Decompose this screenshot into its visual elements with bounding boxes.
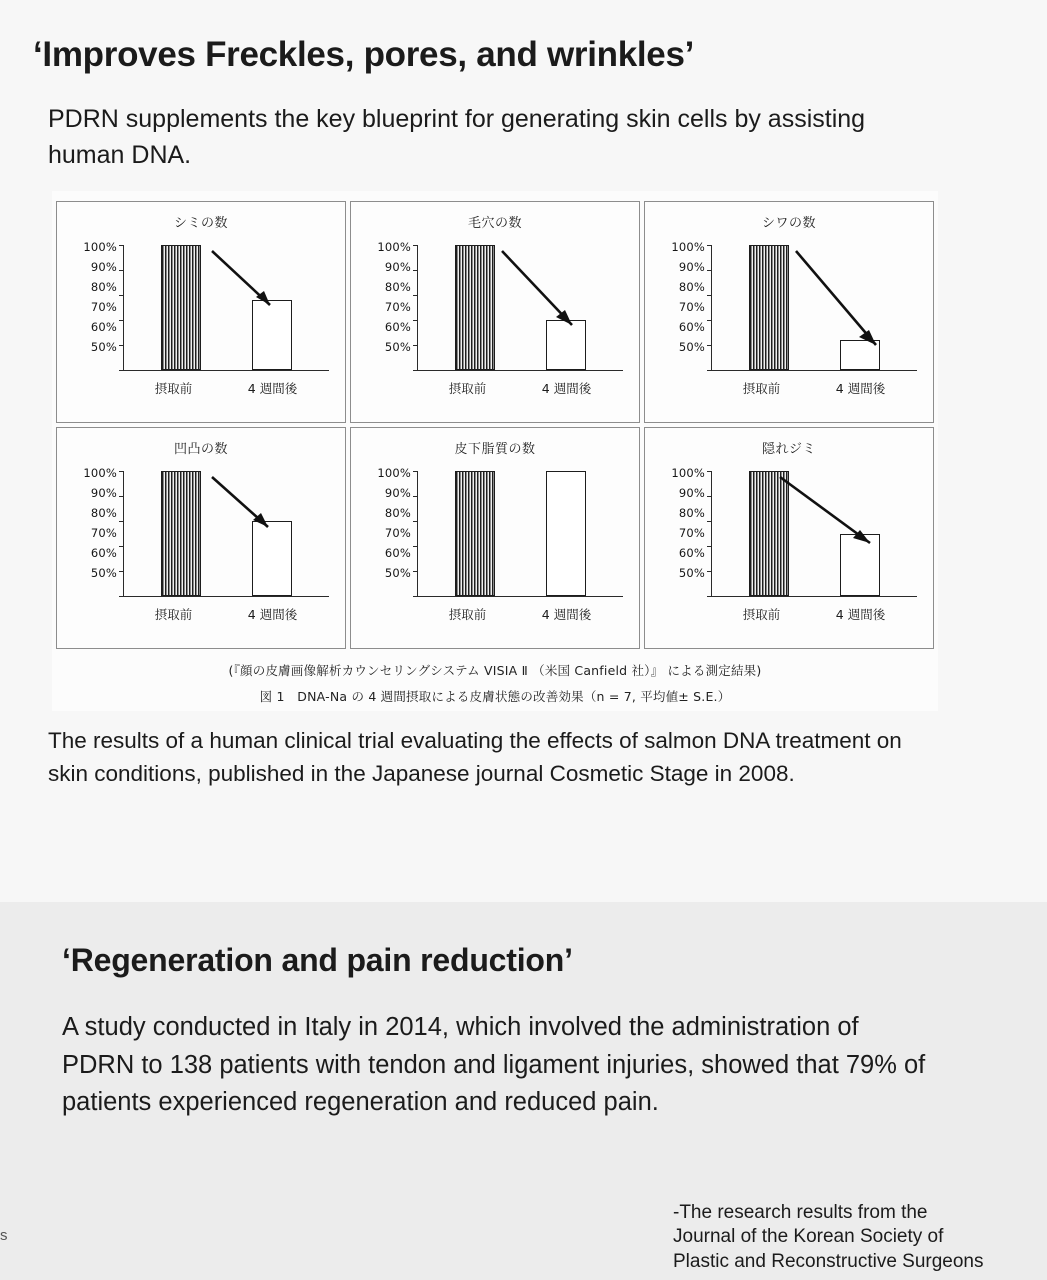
y-tick-label: 100% (671, 466, 705, 480)
y-tick-label: 80% (90, 506, 117, 520)
y-axis-labels (67, 467, 117, 587)
y-tick-label: 50% (384, 566, 411, 580)
y-tick-label: 70% (384, 526, 411, 540)
attribution-line-2: Journal of the Korean Society of (673, 1226, 944, 1248)
chart-plot (361, 235, 629, 403)
chart-plot (361, 461, 629, 629)
bar-before (455, 471, 495, 596)
bar-before (749, 471, 789, 596)
chart-axes (711, 471, 917, 597)
y-tick-label: 80% (384, 506, 411, 520)
y-tick-label: 50% (90, 566, 117, 580)
section-two-title: ‘Regeneration and pain reduction’ (62, 942, 573, 978)
chart-title: 毛穴の数 (467, 216, 522, 231)
y-tick-label: 60% (678, 546, 705, 560)
attribution-line-3: Plastic and Reconstructive Surgeons (673, 1250, 984, 1272)
y-tick-label: 60% (678, 320, 705, 334)
y-tick-label: 60% (90, 320, 117, 334)
y-tick-label: 60% (384, 546, 411, 560)
clinical-trial-figure (52, 191, 938, 711)
y-tick-label: 90% (90, 486, 117, 500)
chart-title: シミの数 (173, 216, 228, 231)
y-tick-label: 50% (384, 340, 411, 354)
section-regeneration (0, 902, 1047, 1280)
y-tick-label: 80% (90, 280, 117, 294)
attribution-line-1: -The research results from the (673, 1202, 928, 1224)
x-axis-labels (123, 605, 329, 623)
chart-title: 隠れジミ (761, 442, 816, 457)
chart-bars (712, 245, 917, 370)
y-tick-label: 70% (384, 300, 411, 314)
y-tick-label: 80% (384, 280, 411, 294)
x-tick-label: 4 週間後 (541, 607, 592, 622)
y-axis-labels (361, 467, 411, 587)
chart-plot (67, 235, 335, 403)
x-tick-label: 摂取前 (154, 607, 193, 622)
x-tick-label: 4 週間後 (541, 381, 592, 396)
source-attribution (673, 1201, 1033, 1274)
y-tick-label: 100% (83, 466, 117, 480)
bar-after (840, 340, 880, 370)
x-axis-labels (711, 379, 917, 397)
chart-grid (52, 201, 938, 649)
chart-axes (711, 245, 917, 371)
x-tick-label: 4 週間後 (835, 381, 886, 396)
x-tick-label: 4 週間後 (247, 607, 298, 622)
x-tick-label: 4 週間後 (835, 607, 886, 622)
chart-title: シワの数 (761, 216, 816, 231)
x-axis-labels (417, 379, 623, 397)
chart-axes (417, 471, 623, 597)
y-axis-labels (655, 467, 705, 587)
y-tick-label: 60% (384, 320, 411, 334)
bar-before (749, 245, 789, 370)
chart-title: 皮下脂質の数 (454, 442, 536, 457)
y-tick-label: 70% (90, 526, 117, 540)
y-tick-label: 70% (678, 300, 705, 314)
bar-after (252, 300, 292, 370)
y-tick-label: 90% (384, 486, 411, 500)
bar-after (546, 320, 586, 370)
chart-panel-kakure-jimi (644, 427, 934, 649)
y-tick-label: 100% (83, 240, 117, 254)
x-tick-label: 摂取前 (742, 607, 781, 622)
chart-title: 凹凸の数 (173, 442, 228, 457)
chart-bars (124, 245, 329, 370)
x-tick-label: 摂取前 (448, 381, 487, 396)
chart-panel-keana (350, 201, 640, 423)
bar-after (546, 471, 586, 596)
y-tick-label: 100% (377, 240, 411, 254)
figure-note-measurement: (『顔の皮膚画像解析カウンセリングシステム VISIA Ⅱ （米国 Canfield 社）』 による測定結果) (228, 663, 762, 678)
figure-note-caption: 図 1 DNA-Na の 4 週間摂取による皮膚状態の改善効果（n = 7, 平均値± S.E.） (259, 689, 731, 704)
y-tick-label: 80% (678, 280, 705, 294)
bar-after (840, 534, 880, 597)
x-tick-label: 摂取前 (154, 381, 193, 396)
chart-plot (655, 461, 923, 629)
y-tick-label: 60% (90, 546, 117, 560)
chart-panel-hikashishitsu (350, 427, 640, 649)
x-axis-labels (711, 605, 917, 623)
lead-paragraph: PDRN supplements the key blueprint for generating skin cells by assisting human DNA. (48, 105, 866, 169)
y-tick-label: 90% (678, 260, 705, 274)
y-tick-label: 90% (384, 260, 411, 274)
chart-bars (124, 471, 329, 596)
stray-edge-text: s (0, 1227, 8, 1244)
chart-plot (67, 461, 335, 629)
chart-axes (123, 471, 329, 597)
x-axis-labels (417, 605, 623, 623)
chart-bars (418, 245, 623, 370)
chart-bars (418, 471, 623, 596)
x-axis-labels (123, 379, 329, 397)
section-two-body: A study conducted in Italy in 2014, which involved the administration of PDRN to 138 patients with tendon and ligament injuries, showed that 79% of patients experienced regeneration and reduced pain. (62, 1013, 926, 1117)
bar-after (252, 521, 292, 596)
chart-panel-outotsu (56, 427, 346, 649)
chart-panel-shiwa (644, 201, 934, 423)
chart-bars (712, 471, 917, 596)
chart-axes (417, 245, 623, 371)
x-tick-label: 4 週間後 (247, 381, 298, 396)
y-tick-label: 90% (90, 260, 117, 274)
y-tick-label: 50% (90, 340, 117, 354)
y-axis-labels (361, 241, 411, 361)
y-axis-labels (67, 241, 117, 361)
y-tick-label: 100% (377, 466, 411, 480)
x-tick-label: 摂取前 (448, 607, 487, 622)
bar-before (455, 245, 495, 370)
y-tick-label: 100% (671, 240, 705, 254)
bar-before (161, 245, 201, 370)
y-tick-label: 50% (678, 566, 705, 580)
chart-plot (655, 235, 923, 403)
x-tick-label: 摂取前 (742, 381, 781, 396)
bar-before (161, 471, 201, 596)
chart-panel-shimi (56, 201, 346, 423)
y-tick-label: 50% (678, 340, 705, 354)
chart-axes (123, 245, 329, 371)
y-tick-label: 70% (90, 300, 117, 314)
y-tick-label: 80% (678, 506, 705, 520)
y-tick-label: 90% (678, 486, 705, 500)
page-title: ‘Improves Freckles, pores, and wrinkles’ (33, 35, 695, 74)
y-axis-labels (655, 241, 705, 361)
trial-description: The results of a human clinical trial evaluating the effects of salmon DNA treatment on skin conditions, published in the Japanese journal Cosmetic Stage in 2008. (48, 728, 902, 786)
y-tick-label: 70% (678, 526, 705, 540)
